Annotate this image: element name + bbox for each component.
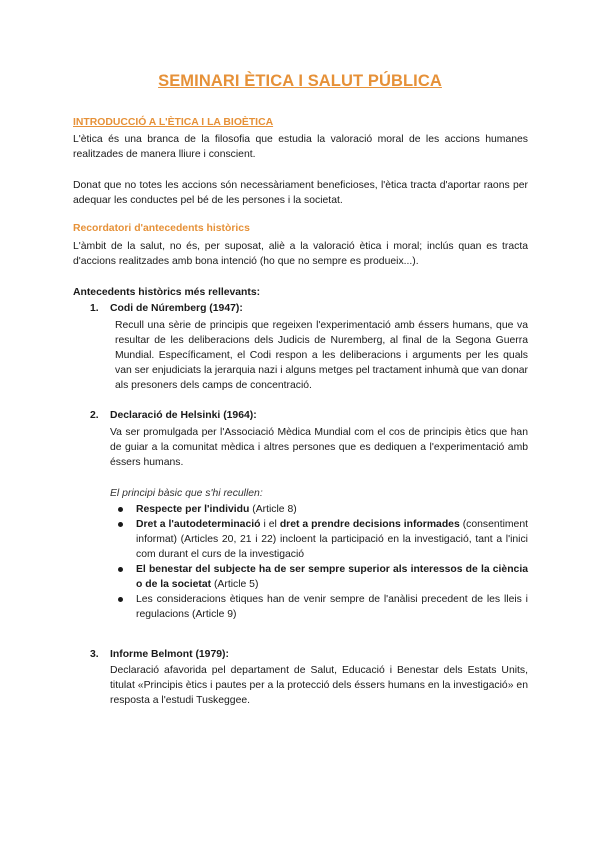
list-item-label: Informe Belmont (1979): — [110, 649, 229, 660]
bullet-icon — [118, 597, 123, 602]
principles-intro: El principi bàsic que s'hi recullen: — [110, 488, 263, 499]
list-heading: Antecedents històrics més rellevants: — [73, 287, 261, 298]
bullet-icon — [118, 522, 123, 527]
section-heading-intro: INTRODUCCIÓ A L'ÈTICA I LA BIOÈTICA — [73, 117, 274, 128]
paragraph-health-ethics: L'àmbit de la salut, no és, per suposat, aliè a la valoració ètica i moral; inclús quan es tracta d'accions realitzades amb bona intenció (ho que no sempre es produeix...). — [73, 241, 528, 267]
list-item-body: Declaració afavorida pel departament de Salut, Educació i Benestar dels Estats Units, titulat «Principis ètics i pautes per a la protecció dels éssers humans en la investigació» en resposta a l'estudi Tuskeggee. — [110, 665, 528, 706]
list-item-title — [90, 647, 229, 662]
list-item-body: Recull una sèrie de principis que regeixen l'experimentació amb éssers humans, que va resultar de les deliberacions dels Judicis de Nuremberg, al final de la Segona Guerra Mundial. Específicament, el Codi respon a les deliberacions i arguments per les quals van ser enjudiciats la jerarquia nazi i alguns metges pel tractament inhumà que van donar als presoners dels camps de concentració. — [115, 320, 528, 391]
principle-item: Respecte per l'individu (Article 8) — [110, 502, 528, 517]
paragraph-ethics-purpose: Donat que no totes les accions són necessàriament beneficioses, l'ètica tracta d'aportar raons per adequar les conductes pel bé de les persones i la societat. — [73, 180, 528, 206]
list-item-body: Va ser promulgada per l'Associació Mèdica Mundial com el cos de principis ètics que han de guiar a la comunitat mèdica i altres persones que es dediquen a l'experimentació amb éssers humans. — [110, 427, 528, 468]
principle-item: El benestar del subjecte ha de ser sempre superior als interessos de la ciència o de la societat (Article 5) — [110, 562, 528, 592]
section-heading-history: Recordatori d'antecedents històrics — [73, 223, 250, 234]
list-item-number: 1. — [90, 303, 99, 314]
principle-item: Les consideracions ètiques han de venir sempre de l'anàlisi precedent de les lleis i regulacions (Article 9) — [110, 592, 528, 622]
bullet-icon — [118, 567, 123, 572]
list-item-title — [90, 301, 243, 316]
list-item-label: Declaració de Helsinki (1964): — [110, 410, 257, 421]
list-item-number: 2. — [90, 410, 99, 421]
principles-list — [110, 502, 528, 622]
list-item-label: Codi de Núremberg (1947): — [110, 303, 243, 314]
list-item-number: 3. — [90, 649, 99, 660]
list-item-title — [90, 408, 257, 423]
paragraph-ethics-definition: L'ètica és una branca de la filosofia que estudia la valoració moral de les accions humanes realitzades de manera lliure i conscient. — [73, 134, 528, 160]
bullet-icon — [118, 507, 123, 512]
page-title: SEMINARI ÈTICA I SALUT PÚBLICA — [158, 72, 442, 90]
principle-item: Dret a l'autodeterminació i el dret a prendre decisions informades (consentiment informat) (Articles 20, 21 i 22) incloent la participació en la investigació, tant a l'inici com durant el curs de la investigació — [110, 517, 528, 562]
